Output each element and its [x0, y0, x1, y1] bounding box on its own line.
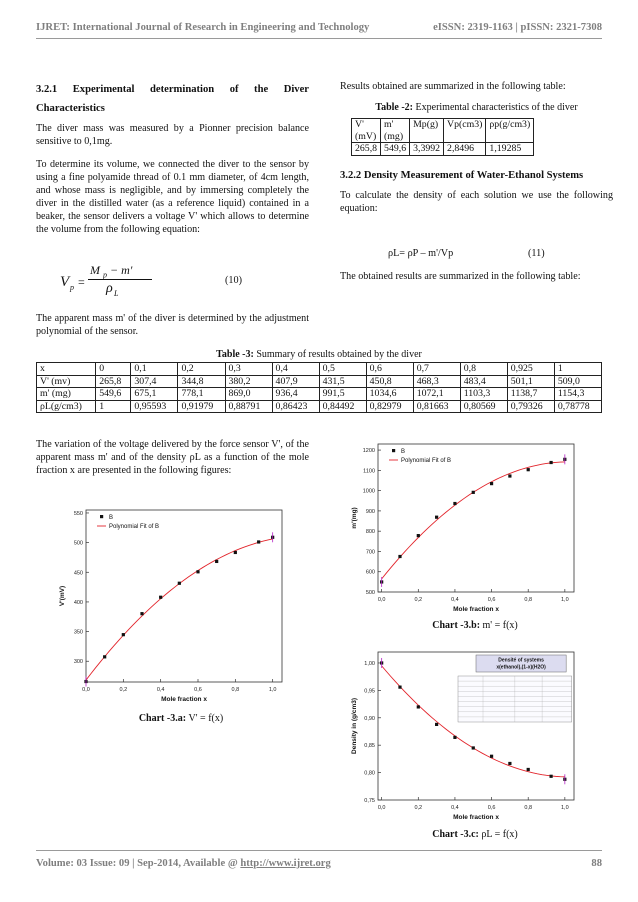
- y-tick-label: 0,75: [364, 798, 375, 804]
- right-column-bottom: [340, 270, 613, 283]
- table3-cell: 468,3: [413, 375, 460, 388]
- data-point: [215, 560, 218, 563]
- paragraph-diver-mass: The diver mass was measured by a Pionner precision balance sensitive to 0,1mg.: [36, 123, 309, 147]
- y-tick-label: 900: [365, 508, 375, 515]
- y-axis-label: Density in (g/cm3): [351, 698, 358, 754]
- y-tick-label: 350: [73, 629, 83, 636]
- footer-volume: Volume: 03 Issue: 09 | Sep-2014, Available @ http://www.ijret.org: [36, 858, 331, 869]
- x-tick-label: 1,0: [268, 687, 277, 693]
- legend-marker-b: [100, 515, 103, 518]
- table3-cell: 778,1: [178, 388, 225, 401]
- table3-cell: 0,5: [319, 363, 366, 376]
- x-tick-label: 0,0: [377, 805, 386, 811]
- data-point: [527, 768, 530, 771]
- y-tick-label: 0,95: [364, 688, 375, 695]
- table3-cell: 675,1: [131, 388, 178, 401]
- table3-row: [37, 375, 602, 388]
- chart-3c: [340, 646, 580, 824]
- data-point: [196, 570, 199, 573]
- table2-value-row: 265,8 549,6 3,3992 2,8496 1,19285: [352, 143, 534, 156]
- journal-title: IJRET: International Journal of Research in Engineering and Technology: [36, 22, 370, 33]
- x-tick-label: 0,6: [487, 597, 496, 603]
- table3-cell: 1103,3: [460, 388, 507, 401]
- table3-cell: 0,88791: [225, 400, 272, 413]
- chart-3b: [340, 438, 580, 616]
- table3-cell: 450,8: [366, 375, 413, 388]
- x-tick-label: 0,6: [487, 805, 496, 811]
- legend-marker-b: [392, 449, 395, 452]
- table3-cell: 0,82979: [366, 400, 413, 413]
- table-3: [36, 362, 602, 413]
- x-tick-label: 0,0: [82, 687, 90, 693]
- table3-cell: 0,4: [272, 363, 319, 376]
- y-axis-label: m'(mg): [351, 507, 358, 529]
- x-axis-label: Mole fraction x: [453, 814, 499, 821]
- table3-cell: 0,81663: [413, 400, 460, 413]
- data-point: [178, 582, 181, 585]
- table3-cell: 0,925: [507, 363, 554, 376]
- data-point: [398, 686, 401, 689]
- y-tick-label: 1000: [362, 488, 375, 495]
- data-point: [417, 705, 420, 708]
- table3-cell: 0,6: [366, 363, 413, 376]
- data-point: [257, 540, 260, 543]
- x-tick-label: 0,4: [156, 687, 165, 693]
- plot-frame: [86, 510, 282, 682]
- table3-cell: 1: [554, 363, 601, 376]
- plot-frame: [378, 444, 574, 592]
- data-point: [472, 746, 475, 749]
- y-tick-label: 1100: [363, 468, 375, 475]
- paragraph-obtained-results: The obtained results are summarized in the following table:: [340, 271, 581, 282]
- table-2: [351, 118, 534, 156]
- table3-cell: 431,5: [319, 375, 366, 388]
- table3-cell: 407,9: [272, 375, 319, 388]
- chart-3a-caption: Chart -3.a: V' = f(x): [138, 713, 224, 724]
- chart-3c-caption: Chart -3.c: ρL = f(x): [432, 829, 518, 840]
- table3-cell: 1072,1: [413, 388, 460, 401]
- table3-cell: 0,84492: [319, 400, 366, 413]
- page-header: [36, 22, 602, 33]
- table3-cell: 991,5: [319, 388, 366, 401]
- paragraph-diver-volume: To determine its volume, we connected the diver to the sensor by using a fine polyamide thread of 0.1 mm diameter, of 4cm length, and whose mass is negligible, and by immersing completely the diver in the distilled water (as a reference liquid) contained in a beaker, the sensor delivers a voltage V' which allows to determine the volume from the following equation:: [36, 159, 309, 235]
- x-tick-label: 0,2: [414, 597, 423, 603]
- equation-10: V p = M $_p$ − m' ρ L: [56, 259, 256, 299]
- figures-intro: [36, 438, 309, 477]
- paragraph-density-eq: To calculate the density of each solution we use the following equation:: [340, 190, 613, 214]
- table3-cell: 1034,6: [366, 388, 413, 401]
- data-point: [508, 474, 511, 477]
- table3-cell: 0,8: [460, 363, 507, 376]
- table3-cell: 0,95593: [131, 400, 178, 413]
- data-point: [550, 461, 553, 464]
- table3-cell: 509,0: [554, 375, 601, 388]
- y-tick-label: 400: [73, 599, 83, 606]
- paragraph-figures-intro: The variation of the voltage delivered by the force sensor V', of the apparent mass m' and of the density ρL as a function of the mole fraction x are presented in the following figures:: [36, 439, 309, 476]
- y-tick-label: 500: [365, 590, 375, 596]
- table3-row: [37, 363, 602, 376]
- legend-title-2: x(ethanol),(1-x)(H2O): [496, 664, 546, 671]
- y-tick-label: 300: [73, 659, 83, 666]
- equation-11: ρL= ρP – m'/Vp: [388, 248, 454, 259]
- x-tick-label: 0,8: [231, 687, 240, 693]
- data-point: [234, 551, 237, 554]
- table3-cell: 380,2: [225, 375, 272, 388]
- section-heading-321: 3.2.1 Experimental determination of the Diver Characteristics: [36, 84, 309, 114]
- page-footer: [36, 858, 602, 869]
- footer-rule: [36, 850, 602, 851]
- table3-cell: 0: [96, 363, 131, 376]
- header-rule: [36, 38, 602, 39]
- y-tick-label: 700: [365, 549, 375, 556]
- data-point: [159, 596, 162, 599]
- data-point: [527, 468, 530, 471]
- x-tick-label: 1,0: [561, 597, 569, 603]
- data-point: [435, 516, 438, 519]
- table3-cell: 501,1: [507, 375, 554, 388]
- table3-cell: 936,4: [272, 388, 319, 401]
- page-number: 88: [591, 858, 602, 869]
- table3-cell: 0,86423: [272, 400, 319, 413]
- y-tick-label: 1200: [362, 448, 375, 455]
- table3-row: [37, 388, 602, 401]
- y-tick-label: 450: [73, 570, 83, 577]
- y-tick-label: 1,00: [364, 660, 375, 667]
- left-column-bottom: [36, 312, 309, 338]
- paragraph-results-intro: Results obtained are summarized in the following table:: [340, 81, 566, 92]
- data-point: [453, 502, 456, 505]
- y-tick-label: 800: [365, 529, 375, 536]
- table2-caption: Table -2: Experimental characteristics of the diver: [375, 102, 578, 113]
- table3-cell: 344,8: [178, 375, 225, 388]
- data-point: [103, 655, 106, 658]
- footer-link[interactable]: http://www.ijret.org: [240, 858, 331, 869]
- y-tick-label: 0,80: [364, 770, 375, 777]
- equation-11-number: (11): [528, 248, 545, 259]
- data-point: [435, 723, 438, 726]
- table3-cell: 0,78778: [554, 400, 601, 413]
- data-point: [140, 612, 143, 615]
- journal-issn: eISSN: 2319-1163 | pISSN: 2321-7308: [433, 22, 602, 33]
- table3-row-label: V' (mv): [37, 375, 96, 388]
- data-point: [550, 775, 553, 778]
- x-tick-label: 1,0: [561, 805, 569, 811]
- x-axis-label: Mole fraction x: [453, 606, 499, 613]
- table2-header-row: V' (mV) m' (mg) Mp(g) Vp(cm3) ρp(g/cm3): [352, 119, 534, 143]
- plot-frame: [378, 652, 574, 800]
- data-point: [490, 755, 493, 758]
- y-axis-label: V'(mV): [59, 585, 66, 607]
- data-point: [490, 482, 493, 485]
- table3-cell: 0,91979: [178, 400, 225, 413]
- table3-cell: 0,3: [225, 363, 272, 376]
- right-column: [340, 80, 613, 114]
- table3-cell: 869,0: [225, 388, 272, 401]
- table3-row-label: x: [37, 363, 96, 376]
- table3-row-label: ρL(g/cm3): [37, 400, 96, 413]
- table3-row-label: m' (mg): [37, 388, 96, 401]
- table3-cell: 0,80569: [460, 400, 507, 413]
- table3-cell: 1138,7: [507, 388, 554, 401]
- x-axis-label: Mole fraction x: [161, 696, 207, 703]
- table3-cell: 549,6: [96, 388, 131, 401]
- data-point: [417, 534, 420, 537]
- x-tick-label: 0,4: [451, 597, 459, 603]
- left-column: [36, 80, 309, 236]
- x-tick-label: 0,8: [524, 597, 533, 603]
- table3-cell: 483,4: [460, 375, 507, 388]
- data-point: [122, 633, 125, 636]
- y-tick-label: 0,85: [364, 743, 375, 750]
- y-tick-label: 550: [73, 510, 83, 517]
- data-point: [453, 736, 456, 739]
- chart-3a: [58, 500, 290, 705]
- legend-title-1: Densité of systems: [498, 657, 544, 664]
- x-tick-label: 0,2: [414, 805, 423, 811]
- table3-cell: 1154,3: [554, 388, 601, 401]
- legend-label-b: B: [401, 449, 406, 455]
- table3-cell: 0,2: [178, 363, 225, 376]
- table3-cell: 0,79326: [507, 400, 554, 413]
- table3-cell: 0,7: [413, 363, 460, 376]
- section-heading-322: 3.2.2 Density Measurement of Water-Ethanol Systems: [340, 170, 584, 181]
- x-tick-label: 0,2: [119, 687, 128, 693]
- legend-label-fit: Polynomial Fit of B: [109, 524, 160, 530]
- chart-3b-caption: Chart -3.b: m' = f(x): [432, 620, 518, 631]
- table3-cell: 1: [96, 400, 131, 413]
- y-tick-label: 600: [365, 569, 375, 576]
- x-tick-label: 0,6: [194, 687, 202, 693]
- table3-cell: 265,8: [96, 375, 131, 388]
- legend-label-b: B: [109, 515, 114, 521]
- equation-10-number: (10): [225, 275, 242, 286]
- data-point: [398, 555, 401, 558]
- x-tick-label: 0,4: [451, 805, 459, 811]
- y-tick-label: 500: [73, 540, 83, 547]
- x-tick-label: 0,0: [377, 597, 386, 603]
- table3-cell: 307,4: [131, 375, 178, 388]
- table3-cell: 0,1: [131, 363, 178, 376]
- data-point: [472, 491, 475, 494]
- x-tick-label: 0,8: [524, 805, 533, 811]
- paragraph-apparent-mass: The apparent mass m' of the diver is determined by the adjustment polynomial of the sensor.: [36, 313, 309, 337]
- legend-label-fit: Polynomial Fit of B: [401, 458, 452, 464]
- data-point: [508, 762, 511, 765]
- right-column-mid: [340, 166, 613, 215]
- table3-row: [37, 400, 602, 413]
- y-tick-label: 0,90: [364, 715, 375, 722]
- table3-caption: Table -3: Summary of results obtained by the diver: [216, 349, 422, 360]
